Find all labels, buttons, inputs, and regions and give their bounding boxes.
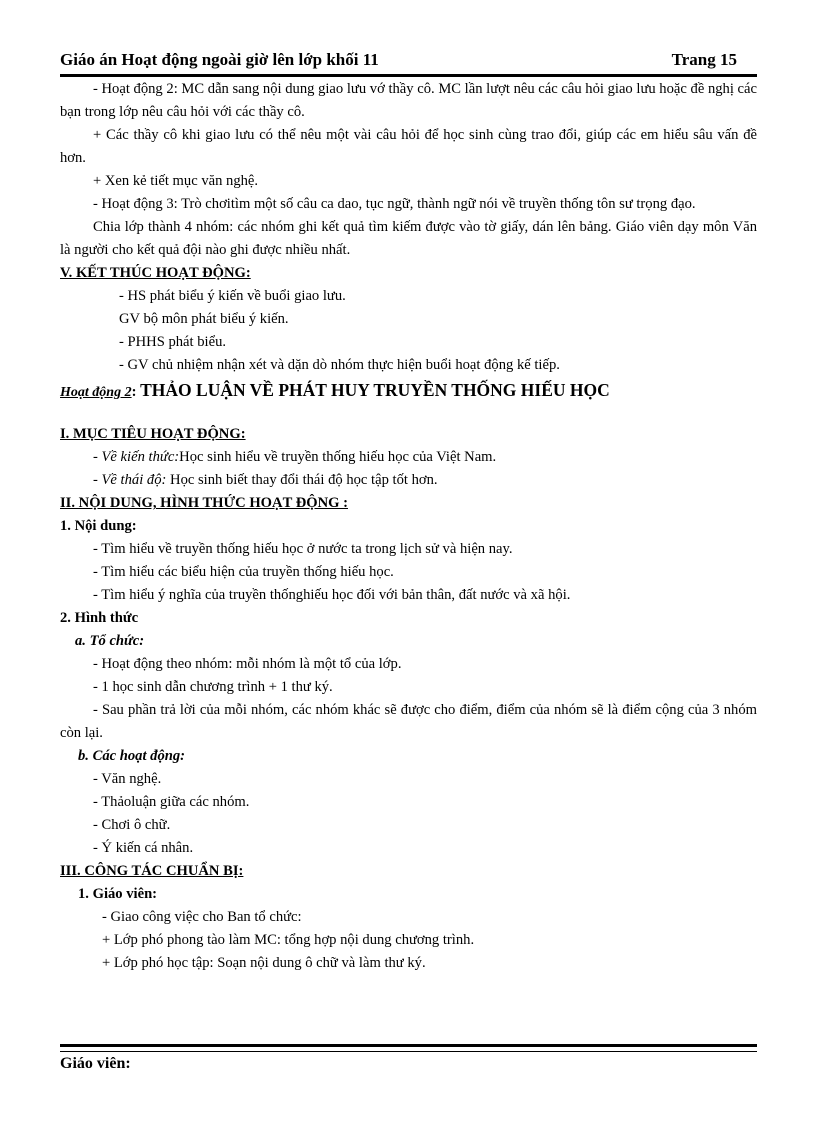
sub-heading: 1. Giáo viên: bbox=[78, 886, 158, 902]
item-label: Về thái độ: bbox=[101, 472, 167, 488]
intro-paragraph: Chia lớp thành 4 nhóm: các nhóm ghi kết quả tìm kiếm được vào tờ giấy, dán lên bảng. Giáo viên dạy môn Văn là người cho kết quả đội nào ghi được nhiều nhất. bbox=[60, 219, 757, 258]
list-item: - HS phát biểu ý kiến về buổi giao lưu. bbox=[119, 288, 346, 304]
list-item: - Sau phần trả lời của mỗi nhóm, các nhóm khác sẽ được cho điểm, điểm của nhóm sẽ là điểm cộng của 3 nhóm còn lại. bbox=[60, 702, 757, 741]
list-item: - Tìm hiểu ý nghĩa của truyền thốnghiếu học đối với bản thân, đất nước và xã hội. bbox=[93, 587, 571, 603]
section-heading-3: III. CÔNG TÁC CHUẨN BỊ: bbox=[60, 863, 244, 879]
list-item: - Chơi ô chữ. bbox=[93, 817, 171, 833]
document-body bbox=[60, 78, 757, 975]
activity-title bbox=[60, 379, 757, 423]
list-item: - Thảoluận giữa các nhóm. bbox=[93, 794, 250, 810]
item-label: Về kiến thức: bbox=[101, 449, 180, 465]
activity-label: Hoạt động 2 bbox=[60, 385, 132, 400]
list-item: - Tìm hiểu về truyền thống hiếu học ở nước ta trong lịch sử và hiện nay. bbox=[93, 541, 513, 557]
list-item bbox=[60, 469, 757, 492]
intro-paragraph: - Hoạt động 3: Trò chơitìm một số câu ca dao, tục ngữ, thành ngữ nói về truyền thống tôn sư trọng đạo. bbox=[93, 196, 696, 212]
list-item: - Hoạt động theo nhóm: mỗi nhóm là một tổ của lớp. bbox=[93, 656, 402, 672]
item-text: Học sinh biết thay đổi thái độ học tập tốt hơn. bbox=[166, 472, 438, 488]
list-item: + Lớp phó học tập: Soạn nội dung ô chữ và làm thư ký. bbox=[102, 955, 426, 971]
header-title: Giáo án Hoạt động ngoài giờ lên lớp khối 11 bbox=[60, 50, 379, 69]
list-item bbox=[60, 446, 757, 469]
list-item: - Giao công việc cho Ban tổ chức: bbox=[102, 909, 302, 925]
activity-colon: : bbox=[131, 384, 137, 400]
list-item: - 1 học sinh dẫn chương trình + 1 thư ký. bbox=[93, 679, 333, 695]
sub-sub-heading: b. Các hoạt động: bbox=[78, 748, 186, 764]
section-heading-2: II. NỘI DUNG, HÌNH THỨC HOẠT ĐỘNG : bbox=[60, 495, 348, 511]
list-item: GV bộ môn phát biểu ý kiến. bbox=[119, 311, 289, 327]
list-item: - PHHS phát biểu. bbox=[119, 334, 227, 350]
header-rule bbox=[60, 74, 757, 77]
footer-rule bbox=[60, 1044, 757, 1052]
bullet: - bbox=[93, 449, 102, 465]
intro-paragraph: + Xen kẻ tiết mục văn nghệ. bbox=[93, 173, 259, 189]
page-header bbox=[60, 50, 757, 76]
intro-paragraph: - Hoạt động 2: MC dẫn sang nội dung giao lưu vớ thầy cô. MC lần lượt nêu các câu hỏi giao lưu hoặc đề nghị các bạn trong lớp nêu câu hỏi với các thầy cô. bbox=[60, 81, 757, 120]
list-item: - Ý kiến cá nhân. bbox=[93, 840, 194, 856]
sub-sub-heading: a. Tổ chức: bbox=[75, 633, 145, 649]
list-item: - Tìm hiểu các biểu hiện của truyền thống hiếu học. bbox=[93, 564, 394, 580]
page-number: Trang 15 bbox=[671, 50, 737, 69]
section-heading-1: I. MỤC TIÊU HOẠT ĐỘNG: bbox=[60, 426, 246, 442]
footer-label: Giáo viên: bbox=[60, 1055, 131, 1072]
activity-heading: THẢO LUẬN VỀ PHÁT HUY TRUYỀN THỐNG HIẾU HỌC bbox=[140, 380, 610, 400]
sub-heading: 1. Nội dung: bbox=[60, 518, 137, 534]
list-item: + Lớp phó phong tào làm MC: tổng hợp nội dung chương trình. bbox=[102, 932, 475, 948]
list-item: - GV chủ nhiệm nhận xét và dặn dò nhóm thực hiện buổi hoạt động kế tiếp. bbox=[119, 357, 560, 373]
section-heading-5: V. KẾT THÚC HOẠT ĐỘNG: bbox=[60, 265, 251, 281]
list-item: - Văn nghệ. bbox=[93, 771, 162, 787]
intro-paragraph: + Các thầy cô khi giao lưu có thể nêu một vài câu hỏi để học sinh cùng trao đổi, giúp các em hiểu sâu vấn đề hơn. bbox=[60, 127, 757, 166]
bullet: - bbox=[93, 472, 102, 488]
item-text: Học sinh hiểu về truyền thống hiếu học của Việt Nam. bbox=[179, 449, 497, 465]
sub-heading: 2. Hình thức bbox=[60, 610, 139, 626]
